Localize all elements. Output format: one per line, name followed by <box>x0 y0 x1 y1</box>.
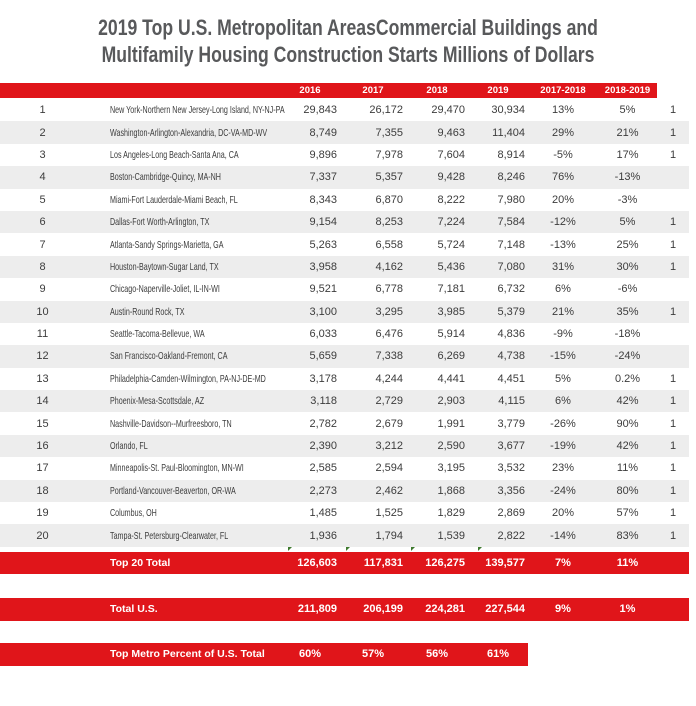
change-2018-2019-cell: 57% <box>616 507 639 520</box>
value-2018-cell: 2,590 <box>437 440 465 453</box>
footnote-flag-cell: 1 <box>669 507 677 520</box>
top-metro-pct-2018: 56% <box>425 648 449 661</box>
table-header-row <box>0 83 657 98</box>
change-2017-2018-cell: 5% <box>555 372 571 385</box>
value-2017-cell: 6,778 <box>375 283 403 296</box>
top20-2018: 126,275 <box>425 556 465 569</box>
value-2019-cell: 8,246 <box>497 171 525 184</box>
header-2018-2019: 2018-2019 <box>604 85 651 96</box>
value-2017-cell: 5,357 <box>375 171 403 184</box>
header-2019: 2019 <box>487 85 509 96</box>
value-2017-cell: 1,794 <box>375 529 403 542</box>
rank-cell: 12 <box>36 350 49 363</box>
total-us-2018: 224,281 <box>425 603 465 616</box>
change-2017-2018-cell: -9% <box>553 328 573 341</box>
rank-cell: 3 <box>39 148 46 161</box>
top20-change-2018-2019: 11% <box>616 556 639 569</box>
value-2018-cell: 29,470 <box>431 104 465 117</box>
table-row <box>0 435 689 457</box>
change-2018-2019-cell: 42% <box>616 440 639 453</box>
change-2018-2019-cell: 11% <box>616 462 639 475</box>
metro-name-cell: Atlanta-Sandy Springs-Marietta, GA <box>110 238 224 251</box>
value-2017-cell: 6,870 <box>375 193 403 206</box>
footnote-flag-cell: 1 <box>669 462 677 475</box>
value-2018-cell: 2,903 <box>437 395 465 408</box>
value-2016-cell: 3,118 <box>310 395 337 408</box>
value-2019-cell: 3,532 <box>497 462 525 475</box>
value-2016-cell: 8,749 <box>309 126 337 139</box>
value-2018-cell: 3,985 <box>437 305 465 318</box>
value-2019-cell: 4,451 <box>497 372 525 385</box>
value-2018-cell: 5,436 <box>437 260 465 273</box>
total-us-2019: 227,544 <box>485 603 525 616</box>
change-2017-2018-cell: 20% <box>551 193 575 206</box>
footnote-flag-cell: 1 <box>669 216 677 229</box>
change-2018-2019-cell: 80% <box>616 484 639 497</box>
change-2018-2019-cell: 90% <box>616 417 639 430</box>
change-2017-2018-cell: -26% <box>550 417 576 430</box>
change-2017-2018-cell: 21% <box>551 305 575 318</box>
value-2019-cell: 5,379 <box>497 305 525 318</box>
metro-name-cell: Dallas-Fort Worth-Arlington, TX <box>110 216 210 229</box>
footnote-flag-cell: 1 <box>669 238 677 251</box>
value-2017-cell: 2,729 <box>375 395 403 408</box>
value-2018-cell: 6,269 <box>437 350 465 363</box>
footnote-flag-cell: 1 <box>669 372 677 385</box>
value-2019-cell: 6,732 <box>497 283 525 296</box>
value-2016-cell: 8,343 <box>309 193 337 206</box>
total-us-label: Total U.S. <box>110 603 158 616</box>
value-2016-cell: 3,100 <box>309 305 337 318</box>
metro-name-cell: Los Angeles-Long Beach-Santa Ana, CA <box>110 148 239 161</box>
footnote-flag-cell: 1 <box>669 126 677 139</box>
value-2017-cell: 4,162 <box>375 260 403 273</box>
table-row <box>0 480 689 502</box>
total-us-change-2018-2019: 1% <box>619 603 636 616</box>
value-2018-cell: 3,195 <box>437 462 465 475</box>
total-us-change-2017-2018: 9% <box>555 603 571 616</box>
table-row <box>0 99 689 121</box>
footnote-flag-cell: 1 <box>669 484 677 497</box>
change-2017-2018-cell: -19% <box>550 440 576 453</box>
metro-name-cell: New York-Northern New Jersey-Long Island, NY-NJ-PA <box>110 104 285 117</box>
rank-cell: 13 <box>36 372 49 385</box>
header-2017-2018: 2017-2018 <box>540 85 586 96</box>
top20-total-row <box>0 552 689 574</box>
change-2018-2019-cell: 83% <box>616 529 639 542</box>
footnote-flag-cell: 1 <box>669 148 677 161</box>
metro-name-cell: San Francisco-Oakland-Fremont, CA <box>110 350 228 363</box>
value-2017-cell: 8,253 <box>375 216 403 229</box>
value-2017-cell: 7,355 <box>375 126 403 139</box>
table-row <box>0 457 689 479</box>
value-2019-cell: 2,822 <box>497 529 525 542</box>
change-2017-2018-cell: 6% <box>555 283 571 296</box>
change-2017-2018-cell: 23% <box>551 462 575 475</box>
metro-name-cell: Austin-Round Rock, TX <box>110 305 185 318</box>
change-2017-2018-cell: 20% <box>551 507 575 520</box>
value-2019-cell: 11,404 <box>492 126 525 139</box>
value-2017-cell: 2,462 <box>375 484 403 497</box>
change-2017-2018-cell: 13% <box>551 104 575 117</box>
metro-name-cell: Orlando, FL <box>110 440 148 453</box>
footnote-flag-cell: 1 <box>669 395 677 408</box>
table-row <box>0 524 689 546</box>
value-2017-cell: 4,244 <box>375 372 403 385</box>
rank-cell: 4 <box>39 171 46 184</box>
value-2016-cell: 9,521 <box>309 283 337 296</box>
footnote-flag-cell: 1 <box>669 529 677 542</box>
top20-change-2017-2018: 7% <box>555 556 571 569</box>
value-2017-cell: 2,594 <box>375 462 403 475</box>
footnote-flag-cell: 1 <box>669 260 677 273</box>
change-2018-2019-cell: 30% <box>616 260 639 273</box>
change-2017-2018-cell: 31% <box>551 260 575 273</box>
table-row <box>0 323 689 345</box>
change-2018-2019-cell: 0.2% <box>614 372 641 385</box>
table-row <box>0 144 689 166</box>
value-2016-cell: 3,958 <box>309 260 337 273</box>
value-2017-cell: 6,558 <box>375 238 403 251</box>
value-2018-cell: 1,829 <box>437 507 465 520</box>
value-2017-cell: 3,295 <box>375 305 403 318</box>
metro-name-cell: Seattle-Tacoma-Bellevue, WA <box>110 328 205 341</box>
change-2017-2018-cell: -13% <box>550 238 576 251</box>
value-2019-cell: 4,836 <box>497 328 525 341</box>
change-2017-2018-cell: -15% <box>550 350 576 363</box>
top20-2017: 117,831 <box>363 556 403 569</box>
metro-name-cell: Washington-Arlington-Alexandria, DC-VA-MD-WV <box>110 126 268 139</box>
change-2017-2018-cell: -5% <box>553 148 573 161</box>
table-row <box>0 189 689 211</box>
metro-name-cell: Minneapolis-St. Paul-Bloomington, MN-WI <box>110 462 244 475</box>
metro-name-cell: Houston-Baytown-Sugar Land, TX <box>110 260 219 273</box>
table-row <box>0 256 689 278</box>
change-2017-2018-cell: -14% <box>550 529 576 542</box>
rank-cell: 2 <box>39 126 46 139</box>
rank-cell: 16 <box>36 440 49 453</box>
table-row <box>0 233 689 255</box>
comment-marker-icon <box>411 547 415 551</box>
header-2017: 2017 <box>362 85 384 96</box>
metro-name-cell: Boston-Cambridge-Quincy, MA-NH <box>110 171 221 184</box>
metro-name-cell: Chicago-Naperville-Joliet, IL-IN-WI <box>110 283 220 296</box>
table-row <box>0 301 689 323</box>
value-2016-cell: 5,263 <box>309 238 337 251</box>
value-2018-cell: 7,604 <box>437 148 465 161</box>
table-body <box>0 99 689 547</box>
change-2018-2019-cell: -13% <box>614 171 641 184</box>
value-2017-cell: 7,338 <box>375 350 403 363</box>
change-2018-2019-cell: 5% <box>619 216 636 229</box>
rank-cell: 14 <box>36 395 49 408</box>
value-2016-cell: 7,337 <box>309 171 337 184</box>
comment-marker-strip <box>0 547 689 552</box>
rank-cell: 18 <box>36 484 49 497</box>
table-row <box>0 390 689 412</box>
value-2018-cell: 9,463 <box>437 126 465 139</box>
table-row <box>0 368 689 390</box>
rank-cell: 7 <box>39 238 46 251</box>
value-2017-cell: 3,212 <box>375 440 403 453</box>
rank-cell: 19 <box>36 507 49 520</box>
rank-cell: 5 <box>39 193 46 206</box>
value-2019-cell: 3,356 <box>497 484 525 497</box>
rank-cell: 10 <box>36 305 49 318</box>
change-2017-2018-cell: -12% <box>550 216 576 229</box>
metro-name-cell: Nashville-Davidson--Murfreesboro, TN <box>110 417 232 430</box>
value-2016-cell: 2,390 <box>309 440 337 453</box>
value-2016-cell: 2,585 <box>309 462 337 475</box>
value-2018-cell: 5,914 <box>437 328 465 341</box>
rank-cell: 15 <box>36 417 49 430</box>
value-2019-cell: 7,080 <box>497 260 525 273</box>
value-2019-cell: 2,869 <box>497 507 525 520</box>
footnote-flag-cell: 1 <box>669 305 677 318</box>
change-2017-2018-cell: 76% <box>551 171 575 184</box>
page-title-line-1: 2019 Top U.S. Metropolitan AreasCommercial Buildings and <box>98 15 598 40</box>
table-row <box>0 278 689 300</box>
value-2019-cell: 4,738 <box>497 350 525 363</box>
value-2016-cell: 3,178 <box>309 372 337 385</box>
rank-cell: 1 <box>39 104 46 117</box>
value-2018-cell: 7,224 <box>437 216 465 229</box>
value-2016-cell: 9,896 <box>309 148 337 161</box>
construction-starts-table <box>0 83 696 666</box>
total-us-2017: 206,199 <box>363 603 403 616</box>
change-2017-2018-cell: 29% <box>551 126 575 139</box>
header-2016: 2016 <box>299 85 321 96</box>
rank-cell: 9 <box>39 283 46 296</box>
value-2016-cell: 9,154 <box>309 216 337 229</box>
page-title <box>0 14 696 68</box>
change-2018-2019-cell: 42% <box>616 395 639 408</box>
table-row <box>0 166 689 188</box>
change-2018-2019-cell: 35% <box>616 305 639 318</box>
top-metro-percent-label: Top Metro Percent of U.S. Total <box>110 648 265 661</box>
total-us-2016: 211,809 <box>297 603 337 616</box>
change-2018-2019-cell: -3% <box>617 193 638 206</box>
value-2019-cell: 8,914 <box>497 148 525 161</box>
rank-cell: 8 <box>39 260 46 273</box>
page-title-line-2: Multifamily Housing Construction Starts Millions of Dollars <box>101 42 595 67</box>
change-2018-2019-cell: 17% <box>616 148 639 161</box>
metro-name-cell: Philadelphia-Camden-Wilmington, PA-NJ-DE-MD <box>110 372 266 385</box>
value-2019-cell: 30,934 <box>491 104 525 117</box>
metro-name-cell: Tampa-St. Petersburg-Clearwater, FL <box>110 529 229 542</box>
value-2019-cell: 4,115 <box>498 395 525 408</box>
value-2016-cell: 29,843 <box>303 104 337 117</box>
value-2017-cell: 1,525 <box>375 507 403 520</box>
value-2016-cell: 1,485 <box>309 507 337 520</box>
comment-marker-icon <box>288 547 292 551</box>
metro-name-cell: Columbus, OH <box>110 507 157 520</box>
change-2018-2019-cell: 21% <box>616 126 639 139</box>
metro-name-cell: Portland-Vancouver-Beaverton, OR-WA <box>110 484 236 497</box>
table-row <box>0 502 689 524</box>
top20-2019: 139,577 <box>485 556 525 569</box>
change-2018-2019-cell: 25% <box>616 238 639 251</box>
rank-cell: 11 <box>36 328 49 341</box>
footnote-flag-cell: 1 <box>669 417 677 430</box>
metro-name-cell: Miami-Fort Lauderdale-Miami Beach, FL <box>110 193 238 206</box>
table-row <box>0 121 689 143</box>
value-2016-cell: 5,659 <box>309 350 337 363</box>
total-us-row <box>0 598 689 621</box>
value-2018-cell: 1,991 <box>437 417 465 430</box>
top-metro-pct-2016: 60% <box>298 648 322 661</box>
value-2018-cell: 9,428 <box>437 171 465 184</box>
value-2016-cell: 1,936 <box>309 529 337 542</box>
comment-marker-icon <box>478 547 482 551</box>
change-2018-2019-cell: -24% <box>614 350 641 363</box>
change-2017-2018-cell: 6% <box>555 395 571 408</box>
value-2016-cell: 2,782 <box>309 417 337 430</box>
value-2018-cell: 4,441 <box>437 372 465 385</box>
value-2019-cell: 7,584 <box>497 216 525 229</box>
rank-cell: 20 <box>36 529 49 542</box>
rank-cell: 17 <box>36 462 49 475</box>
header-2018: 2018 <box>426 85 448 96</box>
value-2017-cell: 7,978 <box>375 148 403 161</box>
change-2018-2019-cell: -18% <box>614 328 641 341</box>
footnote-flag-cell: 1 <box>669 440 677 453</box>
value-2016-cell: 6,033 <box>309 328 337 341</box>
value-2017-cell: 6,476 <box>375 328 403 341</box>
change-2018-2019-cell: 5% <box>619 104 636 117</box>
value-2017-cell: 26,172 <box>369 104 403 117</box>
footnote-flag-cell: 1 <box>669 104 677 117</box>
value-2018-cell: 1,868 <box>437 484 465 497</box>
value-2018-cell: 8,222 <box>437 193 465 206</box>
value-2016-cell: 2,273 <box>309 484 337 497</box>
top20-2016: 126,603 <box>297 556 337 569</box>
top-metro-pct-2017: 57% <box>361 648 385 661</box>
value-2018-cell: 5,724 <box>437 238 465 251</box>
value-2019-cell: 3,779 <box>497 417 525 430</box>
value-2018-cell: 7,181 <box>437 283 465 296</box>
metro-name-cell: Phoenix-Mesa-Scottsdale, AZ <box>110 395 205 408</box>
top20-total-label: Top 20 Total <box>110 556 171 569</box>
table-row <box>0 412 689 434</box>
table-row <box>0 211 689 233</box>
top-metro-percent-row <box>0 643 528 666</box>
change-2018-2019-cell: -6% <box>617 283 638 296</box>
value-2019-cell: 3,677 <box>497 440 525 453</box>
table-row <box>0 345 689 367</box>
comment-marker-icon <box>346 547 350 551</box>
change-2017-2018-cell: -24% <box>550 484 576 497</box>
value-2018-cell: 1,539 <box>437 529 465 542</box>
value-2019-cell: 7,980 <box>497 193 525 206</box>
top-metro-pct-2019: 61% <box>486 648 510 661</box>
value-2017-cell: 2,679 <box>375 417 403 430</box>
rank-cell: 6 <box>39 216 46 229</box>
value-2019-cell: 7,148 <box>497 238 525 251</box>
